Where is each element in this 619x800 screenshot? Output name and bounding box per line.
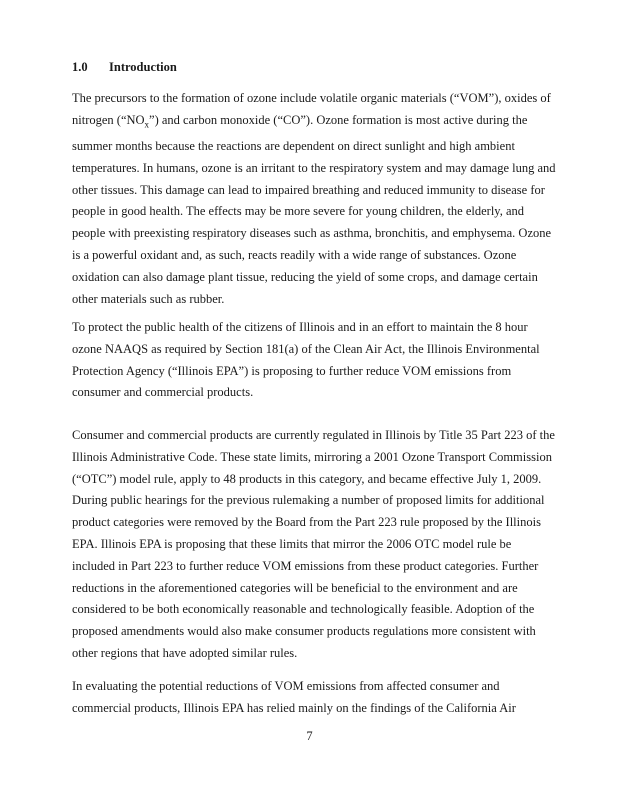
paragraph-line: During public hearings for the previous rulemaking a number of proposed limits for additional — [72, 493, 545, 508]
section-number: 1.0 — [72, 60, 88, 74]
paragraph-line: commercial products, Illinois EPA has relied mainly on the findings of the California Air — [72, 700, 516, 715]
paragraph-line: temperatures. In humans, ozone is an irritant to the respiratory system and may damage lung and — [72, 160, 556, 175]
paragraph-line: Illinois Administrative Code. These state limits, mirroring a 2001 Ozone Transport Commission — [72, 449, 552, 464]
paragraph-current-regulation — [72, 425, 555, 665]
paragraph-line: people with preexisting respiratory diseases such as asthma, bronchitis, and emphysema. Ozone — [72, 226, 552, 241]
paragraph-line: considered to be both economically reasonable and technologically feasible. Adoption of the — [72, 602, 535, 617]
paragraph-line: consumer and commercial products. — [72, 385, 254, 400]
paragraph-illinois-epa-proposal — [72, 317, 548, 404]
paragraph-line: To protect the public health of the citizens of Illinois and in an effort to maintain the 8 hour — [72, 320, 528, 334]
paragraph-line: other regions that have adopted similar rules. — [72, 645, 298, 660]
paragraph-line: Consumer and commercial products are currently regulated in Illinois by Title 35 Part 223 of the — [72, 428, 555, 442]
paragraph-line: other materials such as rubber. — [72, 291, 225, 306]
paragraph-line: proposed amendments would also make consumer products regulations more consistent with — [72, 624, 536, 639]
paragraph-line: reductions in the aforementioned categories will be beneficial to the environment and are — [72, 580, 518, 595]
paragraph-line: people in good health. The effects may be more severe for young children, the elderly, and — [72, 204, 525, 219]
paragraph-ozone-precursors — [72, 88, 556, 310]
paragraph-evaluation — [72, 676, 548, 720]
paragraph-line: (“OTC”) model rule, apply to 48 products in this category, and became effective July 1, 2009. — [72, 471, 542, 486]
section-heading — [72, 60, 177, 75]
paragraph-line: included in Part 223 to further reduce VOM emissions from these product categories. Further — [72, 558, 539, 573]
paragraph-line: In evaluating the potential reductions of VOM emissions from affected consumer and — [72, 679, 500, 693]
paragraph-line: EPA. Illinois EPA is proposing that these limits that mirror the 2006 OTC model rule be — [72, 536, 512, 551]
paragraph-line: The precursors to the formation of ozone include volatile organic materials (“VOM”), oxides of — [72, 91, 551, 105]
paragraph-line: other tissues. This damage can lead to impaired breathing and reduced immunity to disease for — [72, 182, 545, 197]
paragraph-line: is a powerful oxidant and, as such, reacts readily with a wide range of substances. Ozone — [72, 248, 517, 263]
section-title: Introduction — [109, 60, 177, 74]
paragraph-line: product categories were removed by the Board from the Part 223 rule proposed by the Illinois — [72, 515, 541, 530]
paragraph-line: summer months because the reactions are dependent on direct sunlight and high ambient — [72, 139, 515, 154]
paragraph-line: oxidation can also damage plant tissue, reducing the yield of some crops, and damage certain — [72, 269, 538, 284]
paragraph-line: Protection Agency (“Illinois EPA”) is proposing to further reduce VOM emissions from — [72, 363, 512, 378]
page-number: 7 — [306, 729, 313, 743]
paragraph-line: nitrogen $(“NO_x”)$ and carbon monoxide (“CO”). Ozone formation is most active during the — [72, 112, 528, 130]
paragraph-line: ozone NAAQS as required by Section 181(a) of the Clean Air Act, the Illinois Environmental — [72, 341, 540, 356]
